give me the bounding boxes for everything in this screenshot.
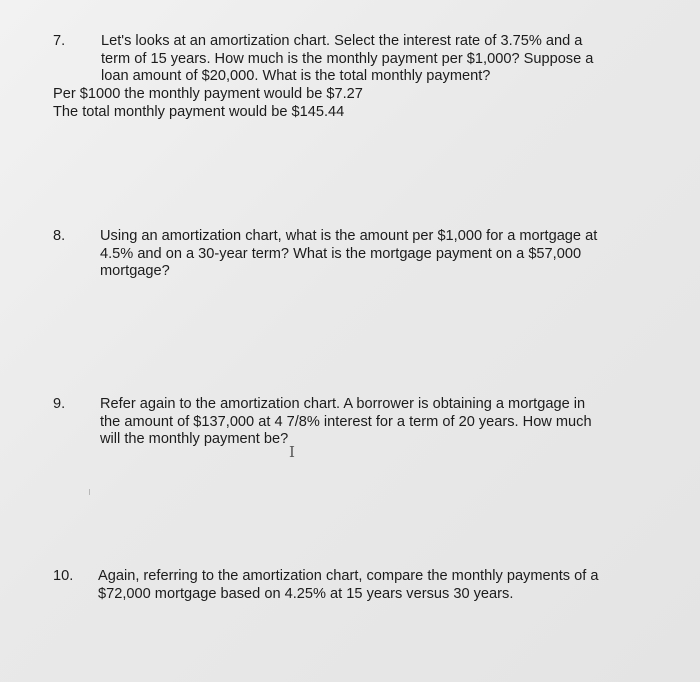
question-9-line-1: Refer again to the amortization chart. A borrower is obtaining a mortgage in <box>100 396 586 412</box>
question-7-text <box>101 33 593 86</box>
question-9-line-3: will the monthly payment be? <box>100 431 289 447</box>
question-8 <box>53 228 653 284</box>
question-10 <box>53 568 653 608</box>
question-10-line-2: $72,000 mortgage based on 4.25% at 15 years versus 30 years. <box>98 585 514 602</box>
question-7-answers <box>53 85 553 121</box>
question-7-line-2: term of 15 years. How much is the monthly payment per $1,000? Suppose a <box>101 50 594 67</box>
question-8-number: 8. <box>53 228 66 244</box>
question-8-line-2: 4.5% and on a 30-year term? What is the mortgage payment on a $57,000 <box>100 245 582 262</box>
text-cursor-icon: I <box>289 443 295 461</box>
question-8-line-3: mortgage? <box>100 263 170 279</box>
answer-line-1: Per $1000 the monthly payment would be $7.27 <box>53 86 363 102</box>
question-8-line-1: Using an amortization chart, what is the amount per $1,000 for a mortgage at <box>100 228 598 244</box>
question-10-number: 10. <box>53 568 74 584</box>
answer-line-2: The total monthly payment would be $145.44 <box>53 104 345 120</box>
question-7 <box>53 33 653 89</box>
question-9-text <box>100 396 592 449</box>
question-7-number: 7. <box>53 33 66 49</box>
question-10-text <box>98 568 599 603</box>
question-8-text <box>100 228 597 281</box>
question-9-line-2: the amount of $137,000 at 4 7/8% interest for a term of 20 years. How much <box>100 413 592 430</box>
question-9-number: 9. <box>53 396 66 412</box>
question-9 <box>53 396 653 452</box>
question-10-line-1: Again, referring to the amortization chart, compare the monthly payments of a <box>98 568 599 584</box>
question-7-line-3: loan amount of $20,000. What is the total monthly payment? <box>101 68 491 84</box>
question-7-line-1: Let's looks at an amortization chart. Select the interest rate of 3.75% and a <box>101 33 583 49</box>
paper-mark <box>89 489 90 495</box>
